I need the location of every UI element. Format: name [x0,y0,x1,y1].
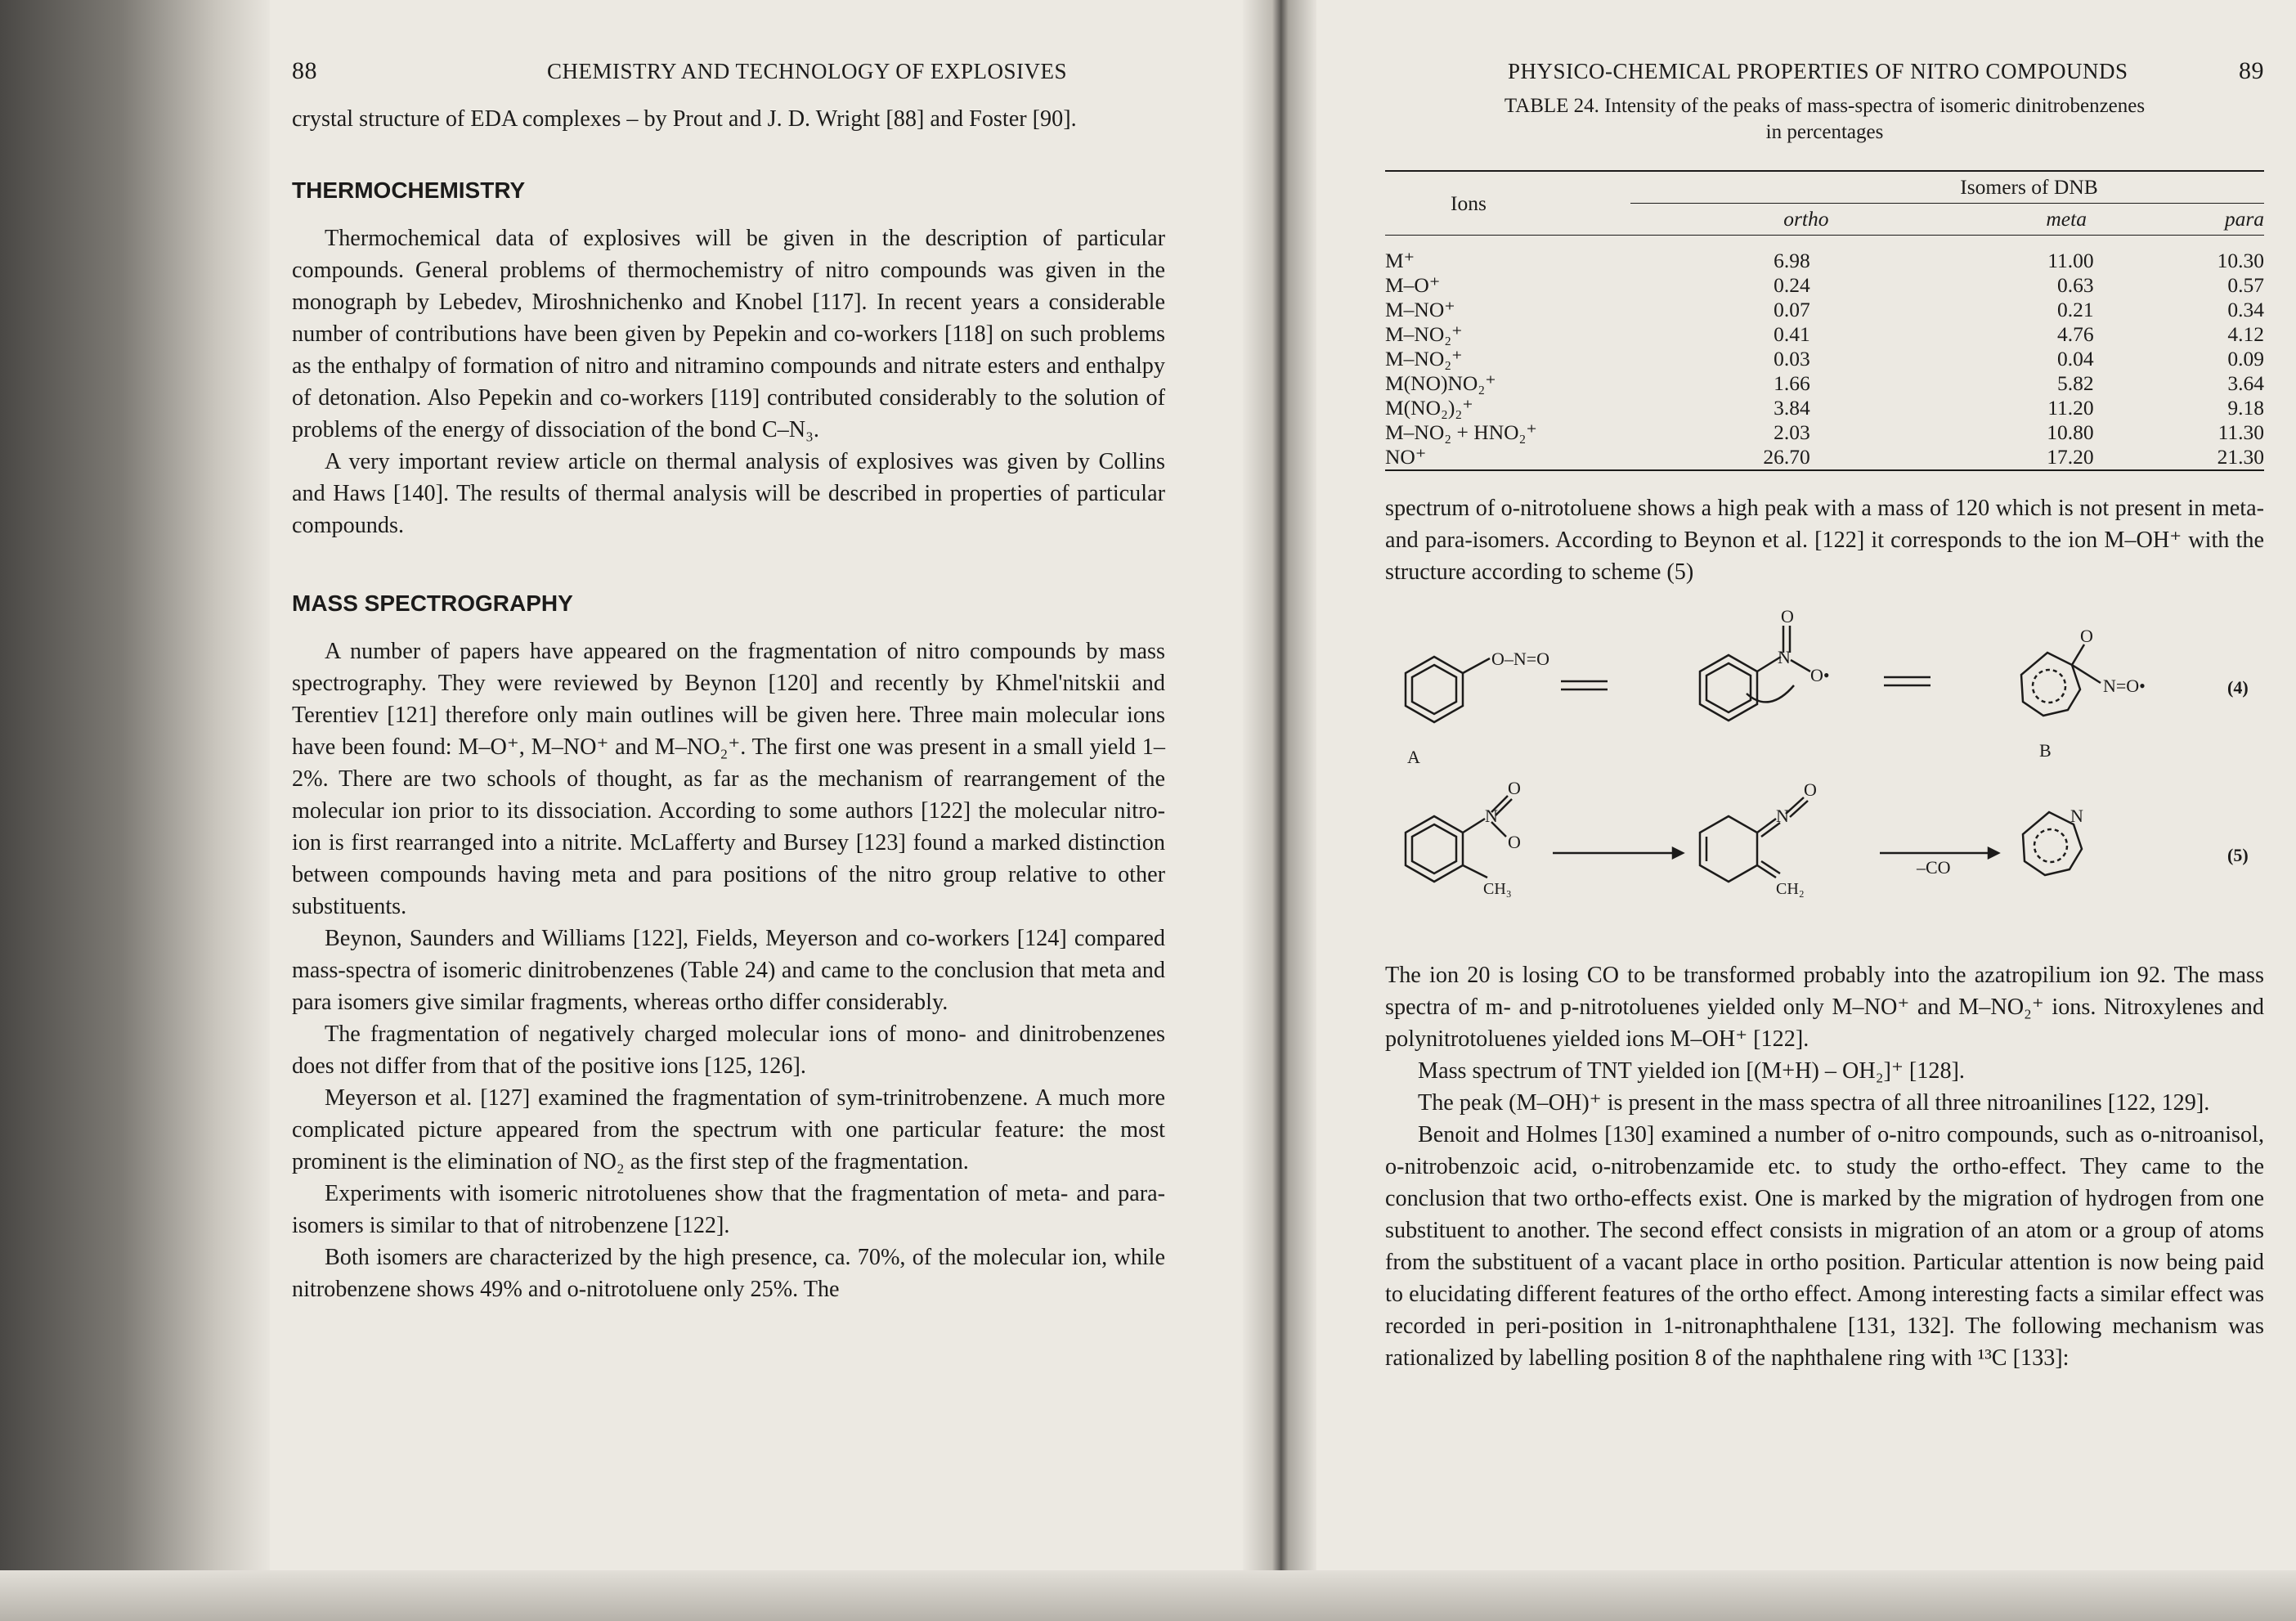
ortho-value: 0.07 [1774,298,1810,321]
paragraph: Experiments with isomeric nitrotoluenes show that the fragmentation of meta- and para-isomers is similar to that of nitrobenzene [122]. [292,1181,1165,1238]
table-row [1385,420,2264,445]
nitro-o-label-5b: O [1508,832,1521,852]
scheme4-label-b: B [2039,740,2052,761]
left-running-head [292,57,1165,85]
paragraph: Mass spectrum of TNT yielded ion [(M+H) – OH₂]⁺ [128]. [1418,1058,1965,1084]
meta-value: 11.00 [1949,236,2184,274]
ion-cell: M–NO⁺ [1385,298,1455,321]
ion-cell: M–O⁺ [1385,273,1441,297]
nitro-n-label-5: N [1485,806,1498,826]
ion-cell: M(NO₂)₂⁺ [1385,396,1473,420]
tropylium-o-label: O [2080,626,2093,646]
table-row [1385,273,2264,298]
meta-value: 11.20 [2047,396,2094,420]
binding-shadow-left [0,0,270,1621]
para-value: 4.12 [2227,322,2264,346]
book-gutter [1243,0,1316,1621]
ortho-value: 1.66 [1774,371,1810,395]
mass-spectra-table [1385,170,2264,471]
meta-value: 5.82 [2057,371,2094,395]
meta-value: 4.76 [2057,322,2094,346]
column-meta: meta [2046,207,2087,231]
quinoid-ring [1700,797,1808,882]
paragraph: Both isomers are characterized by the high presence, ca. 70%, of the molecular ion, while nitrobenzene shows 49% and o-nitrotoluene only 25%. The [292,1245,1165,1302]
paragraph: The fragmentation of negatively charged molecular ions of mono- and dinitrobenzenes does not differ from that of the positive ions [125, 126]. [292,1022,1165,1079]
para-value: 9.18 [2227,396,2264,420]
nitro-o-label-5a: O [1508,778,1521,798]
aza-n-label: N [2070,806,2083,826]
nitroso-n-label-5: N [1776,806,1789,826]
para-value: 0.57 [2227,273,2264,297]
ion-cell: M–NO₂ + HNO₂⁺ [1385,420,1537,444]
benzene-ring-a [1406,657,1490,722]
paragraph: A number of papers have appeared on the fragmentation of nitro compounds by mass spectrography. They were reviewed by Beynon [120] and recently by Khmel'nitskii and Terentiev [121] therefore only main outlines will be given here. Three main molecular ions have been found: M–O⁺, M–NO⁺ and M–NO₂⁺. The first one was present in a small yield 1–2%. There are two schools of thought, as far as the mechanism of rearrangement of the molecular ion prior to its dissociation. According to some authors [122] the molecular nitro-ion is first rearranged into a nitrite. McLafferty and Bursey [123] found a marked distinction between compounds having meta and para positions of the nitro group relative to other substituents. [292,639,1165,919]
tropylium-ring-b [2021,644,2101,716]
scheme-number-5: (5) [2227,845,2249,865]
column-ortho: ortho [1783,207,1829,231]
table-row [1385,396,2264,420]
nitro-o-top: O [1781,608,1794,626]
ions-header: Ions [1451,191,1487,215]
left-page [292,57,1165,1305]
paragraph: The peak (M–OH)⁺ is present in the mass spectra of all three nitroanilines [122, 129]. [1418,1090,2210,1116]
meta-value: 17.20 [2047,445,2094,469]
para-value: 11.30 [2218,420,2264,444]
para-value: 10.30 [2184,236,2264,274]
running-title-right: PHYSICO-CHEMICAL PROPERTIES OF NITRO COMPOUNDS [1508,59,2128,83]
paragraph: The ion 20 is losing CO to be transformed probably into the azatropilium ion 92. The mass spectra of m- and p-nitrotoluenes yielded only M–NO⁺ and M–NO₂⁺ ions. Nitroxylenes and polynitrotoluenes yielded ions M–OH⁺ [122]. [1385,963,2264,1052]
ortho-value: 0.24 [1774,273,1810,297]
paragraph: Beynon, Saunders and Williams [122], Fields, Meyerson and co-workers [124] compared mass-spectra of isomeric dinitrobenzenes (Table 24) and came to the conclusion that meta and para isomers give similar fragments, whereas ortho differ considerably. [292,926,1165,1015]
para-value: 21.30 [2217,445,2264,469]
section-heading-mass-spectrography: MASS SPECTROGRAPHY [292,590,573,616]
paragraph: Meyerson et al. [127] examined the fragmentation of sym-trinitrobenzene. A much more complicated picture appeared from the spectrum with one particular feature: the most prominent is the elimination of NO₂ as the first step of the fragmentation. [292,1085,1165,1174]
nitroso-o-label-5: O [1804,779,1817,800]
section-heading-thermochemistry: THERMOCHEMISTRY [292,177,526,203]
running-title-left: CHEMISTRY AND TECHNOLOGY OF EXPLOSIVES [546,59,1067,83]
table-row [1385,322,2264,347]
page-number-left: 88 [292,57,317,84]
paragraph: spectrum of o-nitrotoluene shows a high peak with a mass of 120 which is not present in meta- and para-isomers. According to Beynon et al. [122] it corresponds to the ion M–OH⁺ with the structure according to scheme (5) [1385,496,2264,585]
meta-value: 10.80 [2047,420,2094,444]
ion-cell: M–NO₂⁺ [1385,322,1463,346]
methylene-label: CH₂ [1776,880,1805,898]
ortho-value: 3.84 [1774,396,1810,420]
ortho-value: 6.98 [1630,236,1949,274]
scheme4-label-a: A [1407,747,1420,767]
meta-value: 0.04 [2057,347,2094,370]
right-body-upper [1385,492,2264,588]
table-caption-line1: TABLE 24. Intensity of the peaks of mass-spectra of isomeric dinitrobenzenes [1504,95,2146,117]
loss-of-co-label: –CO [1917,857,1951,878]
table-row [1385,347,2264,371]
benzene-ring-middle [1700,626,1810,721]
ion-cell: NO⁺ [1385,445,1427,469]
nitroso-group-label: N=O• [2103,676,2146,696]
ion-cell: M⁺ [1385,236,1630,274]
table-caption [1385,93,2264,146]
meta-value: 0.21 [2057,298,2094,321]
table-row [1385,445,2264,470]
right-running-head [1385,57,2264,85]
table-row [1385,371,2264,396]
bottom-page-edge [0,1570,2296,1621]
nitro-o-radical: O• [1810,665,1830,685]
right-body-lower [1385,959,2264,1374]
para-value: 3.64 [2227,371,2264,395]
paragraph: A very important review article on thermal analysis of explosives was given by Collins and Haws [140]. The results of thermal analysis will be described in properties of particular compounds. [292,449,1165,538]
para-value: 0.34 [2227,298,2264,321]
paragraph: Benoit and Holmes [130] examined a number of o-nitro compounds, such as o-nitroanisol, o-nitrobenzoic acid, o-nitrobenzamide etc. to study the ortho-effect. They came to the conclusion that two ortho-effects exist. One is marked by the migration of hydrogen from one substituent to another. The second effect consists in migration of an atom or a group of atoms from the substituent of a vacant place in ortho position. Particular attention is now being paid to elucidating different features of the ortho effect. Among interesting facts a similar effect was recorded in peri-position in 1-nitronaphthalene [131, 132]. The following mechanism was rationalized by labelling position 8 of the naphthalene ring with ¹³C [133]: [1385,1122,2264,1371]
reaction-schemes [1385,608,2264,951]
isomers-group-header: Isomers of DNB [1630,171,2264,204]
nitro-n-label: N [1778,647,1791,667]
ion-cell: M(NO)NO₂⁺ [1385,371,1496,395]
ortho-value: 0.41 [1774,322,1810,346]
table-caption-line2: in percentages [1765,121,1884,143]
table-row [1385,298,2264,322]
table-body [1385,236,2264,471]
left-body [292,103,1165,1305]
page-number-right: 89 [2239,57,2264,84]
table-row [1385,236,2264,274]
paragraph: Thermochemical data of explosives will be given in the description of particular compounds. General problems of thermochemistry of nitro compounds was given in the monograph by Lebedev, Miroshnichenko and Knobel [117]. In recent years a considerable number of contributions have been given by Pepekin and co-workers [118] on such problems as the enthalpy of formation of nitro and nitramino compounds and nitrate esters and enthalpy of detonation. Also Pepekin and co-workers [119] contributed considerably to the solution of problems of the energy of dissociation of the bond C–N₃. [292,226,1165,442]
meta-value: 0.63 [2057,273,2094,297]
right-page [1385,57,2264,1374]
ortho-value: 2.03 [1774,420,1810,444]
schemes-svg [1385,608,2264,951]
intro-paragraph: crystal structure of EDA complexes – by Prout and J. D. Wright [88] and Foster [90]. [292,106,1077,132]
methyl-label: CH₃ [1483,880,1512,898]
para-value: 0.09 [2227,347,2264,370]
ion-cell: M–NO₂⁺ [1385,347,1463,370]
scheme-number-4: (4) [2227,677,2249,698]
ortho-value: 26.70 [1763,445,1810,469]
nitrite-group-label: O–N=O [1491,649,1550,669]
ortho-value: 0.03 [1774,347,1810,370]
column-para: para [2224,207,2264,231]
